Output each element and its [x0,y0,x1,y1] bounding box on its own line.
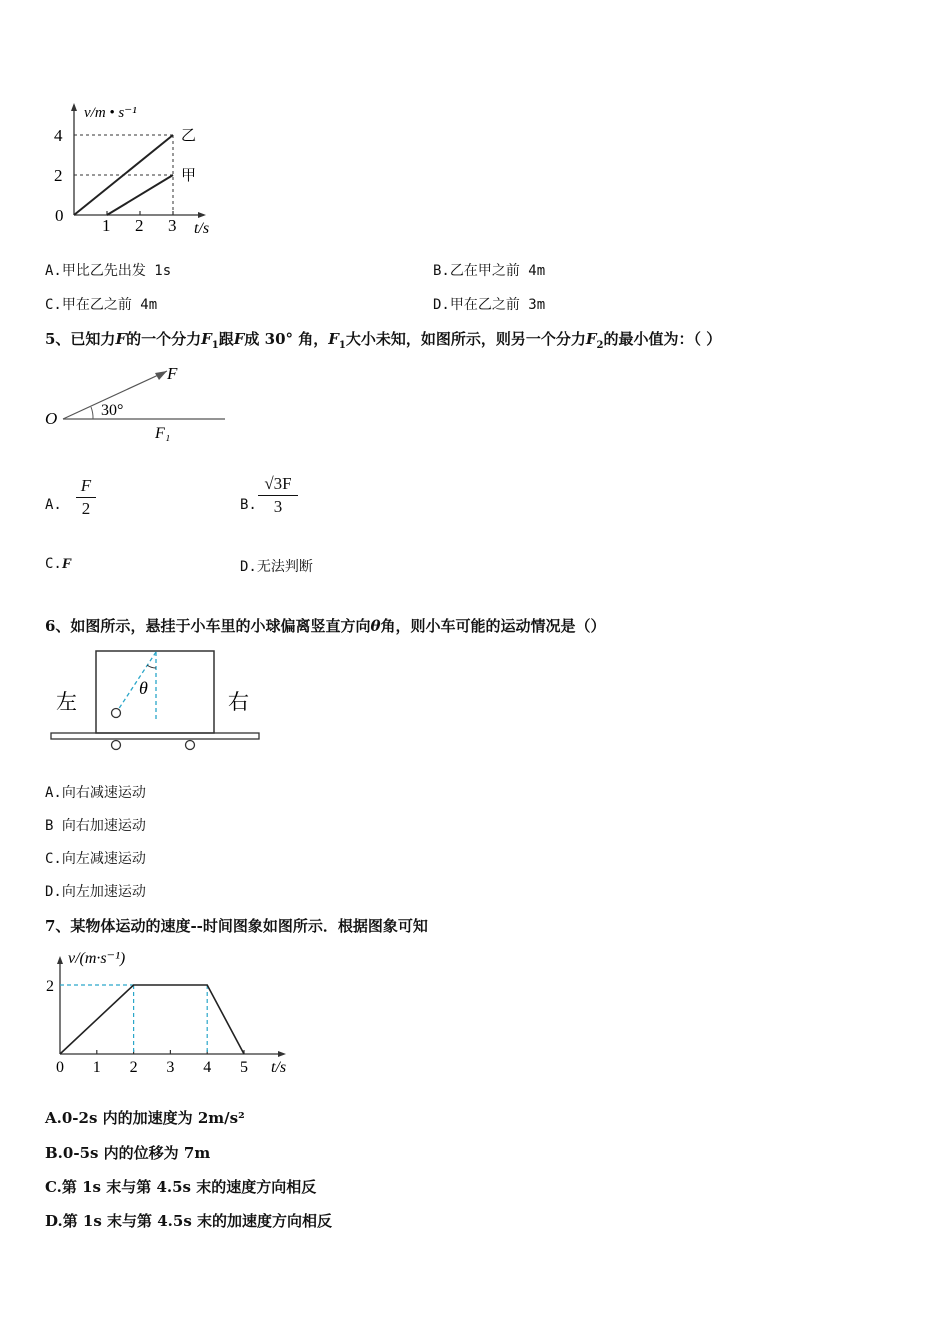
q5-var-f1: F [328,330,339,348]
x-tick-label: 5 [240,1059,248,1076]
q5-option-d[interactable] [240,556,313,576]
q7-vt-chart [45,945,305,1080]
q5-force-label: F [167,364,178,383]
q6-wheel-left [112,741,121,750]
q5-stem-part: 成 30° 角， [244,330,329,348]
x-tick-label: 0 [55,206,64,225]
q5-var-f: F [115,330,127,348]
q6-left-label: 左 [56,690,77,714]
q6-option-c[interactable] [45,848,146,868]
q6-cart-diagram [45,648,265,753]
series-label: 乙 [181,128,197,144]
q5-option-c-label: C. [45,556,62,572]
q5-option-a-label[interactable]: A. [45,497,62,513]
q5-option-a-bar [76,497,96,498]
q7-option-a-text: A.0-2s 内的加速度为 2m/s² [45,1109,245,1127]
q4-option-c-text: C.甲在乙之前 4m [45,297,158,313]
q7-option-b-text: B.0-5s 内的位移为 7m [45,1144,211,1162]
q7-option-c-text: C.第 1s 末与第 4.5s 末的速度方向相反 [45,1178,317,1196]
q5-stem-part: 大小未知，如图所示，则另一个分力 [345,330,586,348]
q5-arrowhead [155,371,167,380]
q5-sub: 1 [338,340,346,351]
y-tick-label: 2 [46,978,54,995]
q7-option-b[interactable] [45,1142,210,1163]
x-tick-label: 4 [203,1059,212,1076]
q5-sub: 1 [211,340,219,351]
q6-option-d-text: D.向左加速运动 [45,884,146,900]
q6-stem-part: 角，则小车可能的运动情况是（） [380,617,606,635]
y-axis-label: v/(m·s⁻¹) [68,950,126,967]
q6-ball [112,709,121,718]
q5-option-d-text: D.无法判断 [240,559,313,575]
y-tick-label: 4 [54,126,63,145]
q6-cart-base [51,733,259,739]
y-axis-arrow [57,956,63,964]
q6-cart-box [96,651,214,733]
q5-option-b-bar [258,495,298,496]
x-tick-label: 2 [129,1059,138,1076]
q5-angle-label: 30° [101,402,124,419]
q4-option-a-text: A.甲比乙先出发 1s [45,263,172,279]
q5-force-diagram [45,362,235,442]
q7-stem: 7、某物体运动的速度--时间图象如图所示．根据图象可知 [45,917,428,935]
q4-option-c[interactable] [45,294,157,314]
q7-option-d-text: D.第 1s 末与第 4.5s 末的加速度方向相反 [45,1212,333,1230]
x-axis-label: t/s [271,1059,287,1076]
q5-var-f2: F [585,330,597,348]
x-axis-arrow [278,1051,286,1057]
q7-option-a[interactable] [45,1107,245,1128]
q6-angle-label: θ [139,678,148,698]
x-axis-label: t/s [194,220,210,237]
q5-angle-arc [91,407,93,419]
q5-component-label: F₁ [155,425,171,442]
q6-angle-arc [147,665,156,668]
q5-option-a-num: F [80,476,92,495]
q6-option-a-text: A.向右减速运动 [45,785,146,801]
q6-theta: θ [370,617,381,635]
x-tick-label: 2 [135,216,144,235]
y-axis-arrow [71,103,77,111]
q5-stem-part: 的一个分力 [126,330,202,348]
velocity-line [60,985,244,1054]
q6-stem-part: 6、如图所示，悬挂于小车里的小球偏离竖直方向 [45,617,371,635]
q5-option-b-label[interactable]: B. [240,497,257,513]
q4-vt-chart [45,98,215,238]
q4-option-b[interactable] [433,260,545,280]
q5-option-a-fraction[interactable] [76,476,96,519]
q4-option-d-text: D.甲在乙之前 3m [433,297,546,313]
q5-var-f1: F [201,330,212,348]
q4-option-b-text: B.乙在甲之前 4m [433,263,546,279]
x-tick-label: 1 [92,1059,101,1076]
q6-wheel-right [186,741,195,750]
q5-option-c-value: F [61,556,72,572]
q5-var-f: F [233,330,245,348]
q5-option-b-den: 3 [273,497,283,516]
q5-stem [45,328,721,351]
q7-option-c[interactable] [45,1176,316,1197]
x-tick-label: 1 [102,216,111,235]
q5-stem-part: 5、已知力 [45,330,116,348]
x-axis-arrow [198,212,206,218]
q5-stem-part: 跟 [218,330,234,348]
x-tick-label: 3 [168,216,177,235]
q6-stem [45,615,605,636]
q5-origin-label: O [45,409,58,428]
q6-option-b-text: B 向右加速运动 [45,818,146,834]
q5-sub: 2 [596,340,604,351]
y-tick-label: 2 [54,166,63,185]
q4-option-a[interactable] [45,260,171,280]
q4-option-d[interactable] [433,294,545,314]
x-tick-label: 0 [56,1059,64,1076]
y-axis-label: v/m • s⁻¹ [84,105,137,121]
q7-option-d[interactable] [45,1210,332,1231]
x-tick-label: 3 [166,1059,175,1076]
q5-option-c[interactable] [45,556,72,573]
q6-option-d[interactable] [45,881,146,901]
series-label: 甲 [181,168,197,184]
q6-option-b[interactable] [45,815,146,835]
q6-option-c-text: C.向左减速运动 [45,851,146,867]
q5-option-a-den: 2 [81,499,91,518]
q6-right-label: 右 [228,690,249,714]
q6-option-a[interactable] [45,782,146,802]
q5-stem-part: 的最小值为：（ ） [603,330,722,348]
q5-option-b-num: √3F [264,474,292,493]
q5-option-b-fraction[interactable] [258,474,298,517]
q6-string-line [118,652,156,710]
